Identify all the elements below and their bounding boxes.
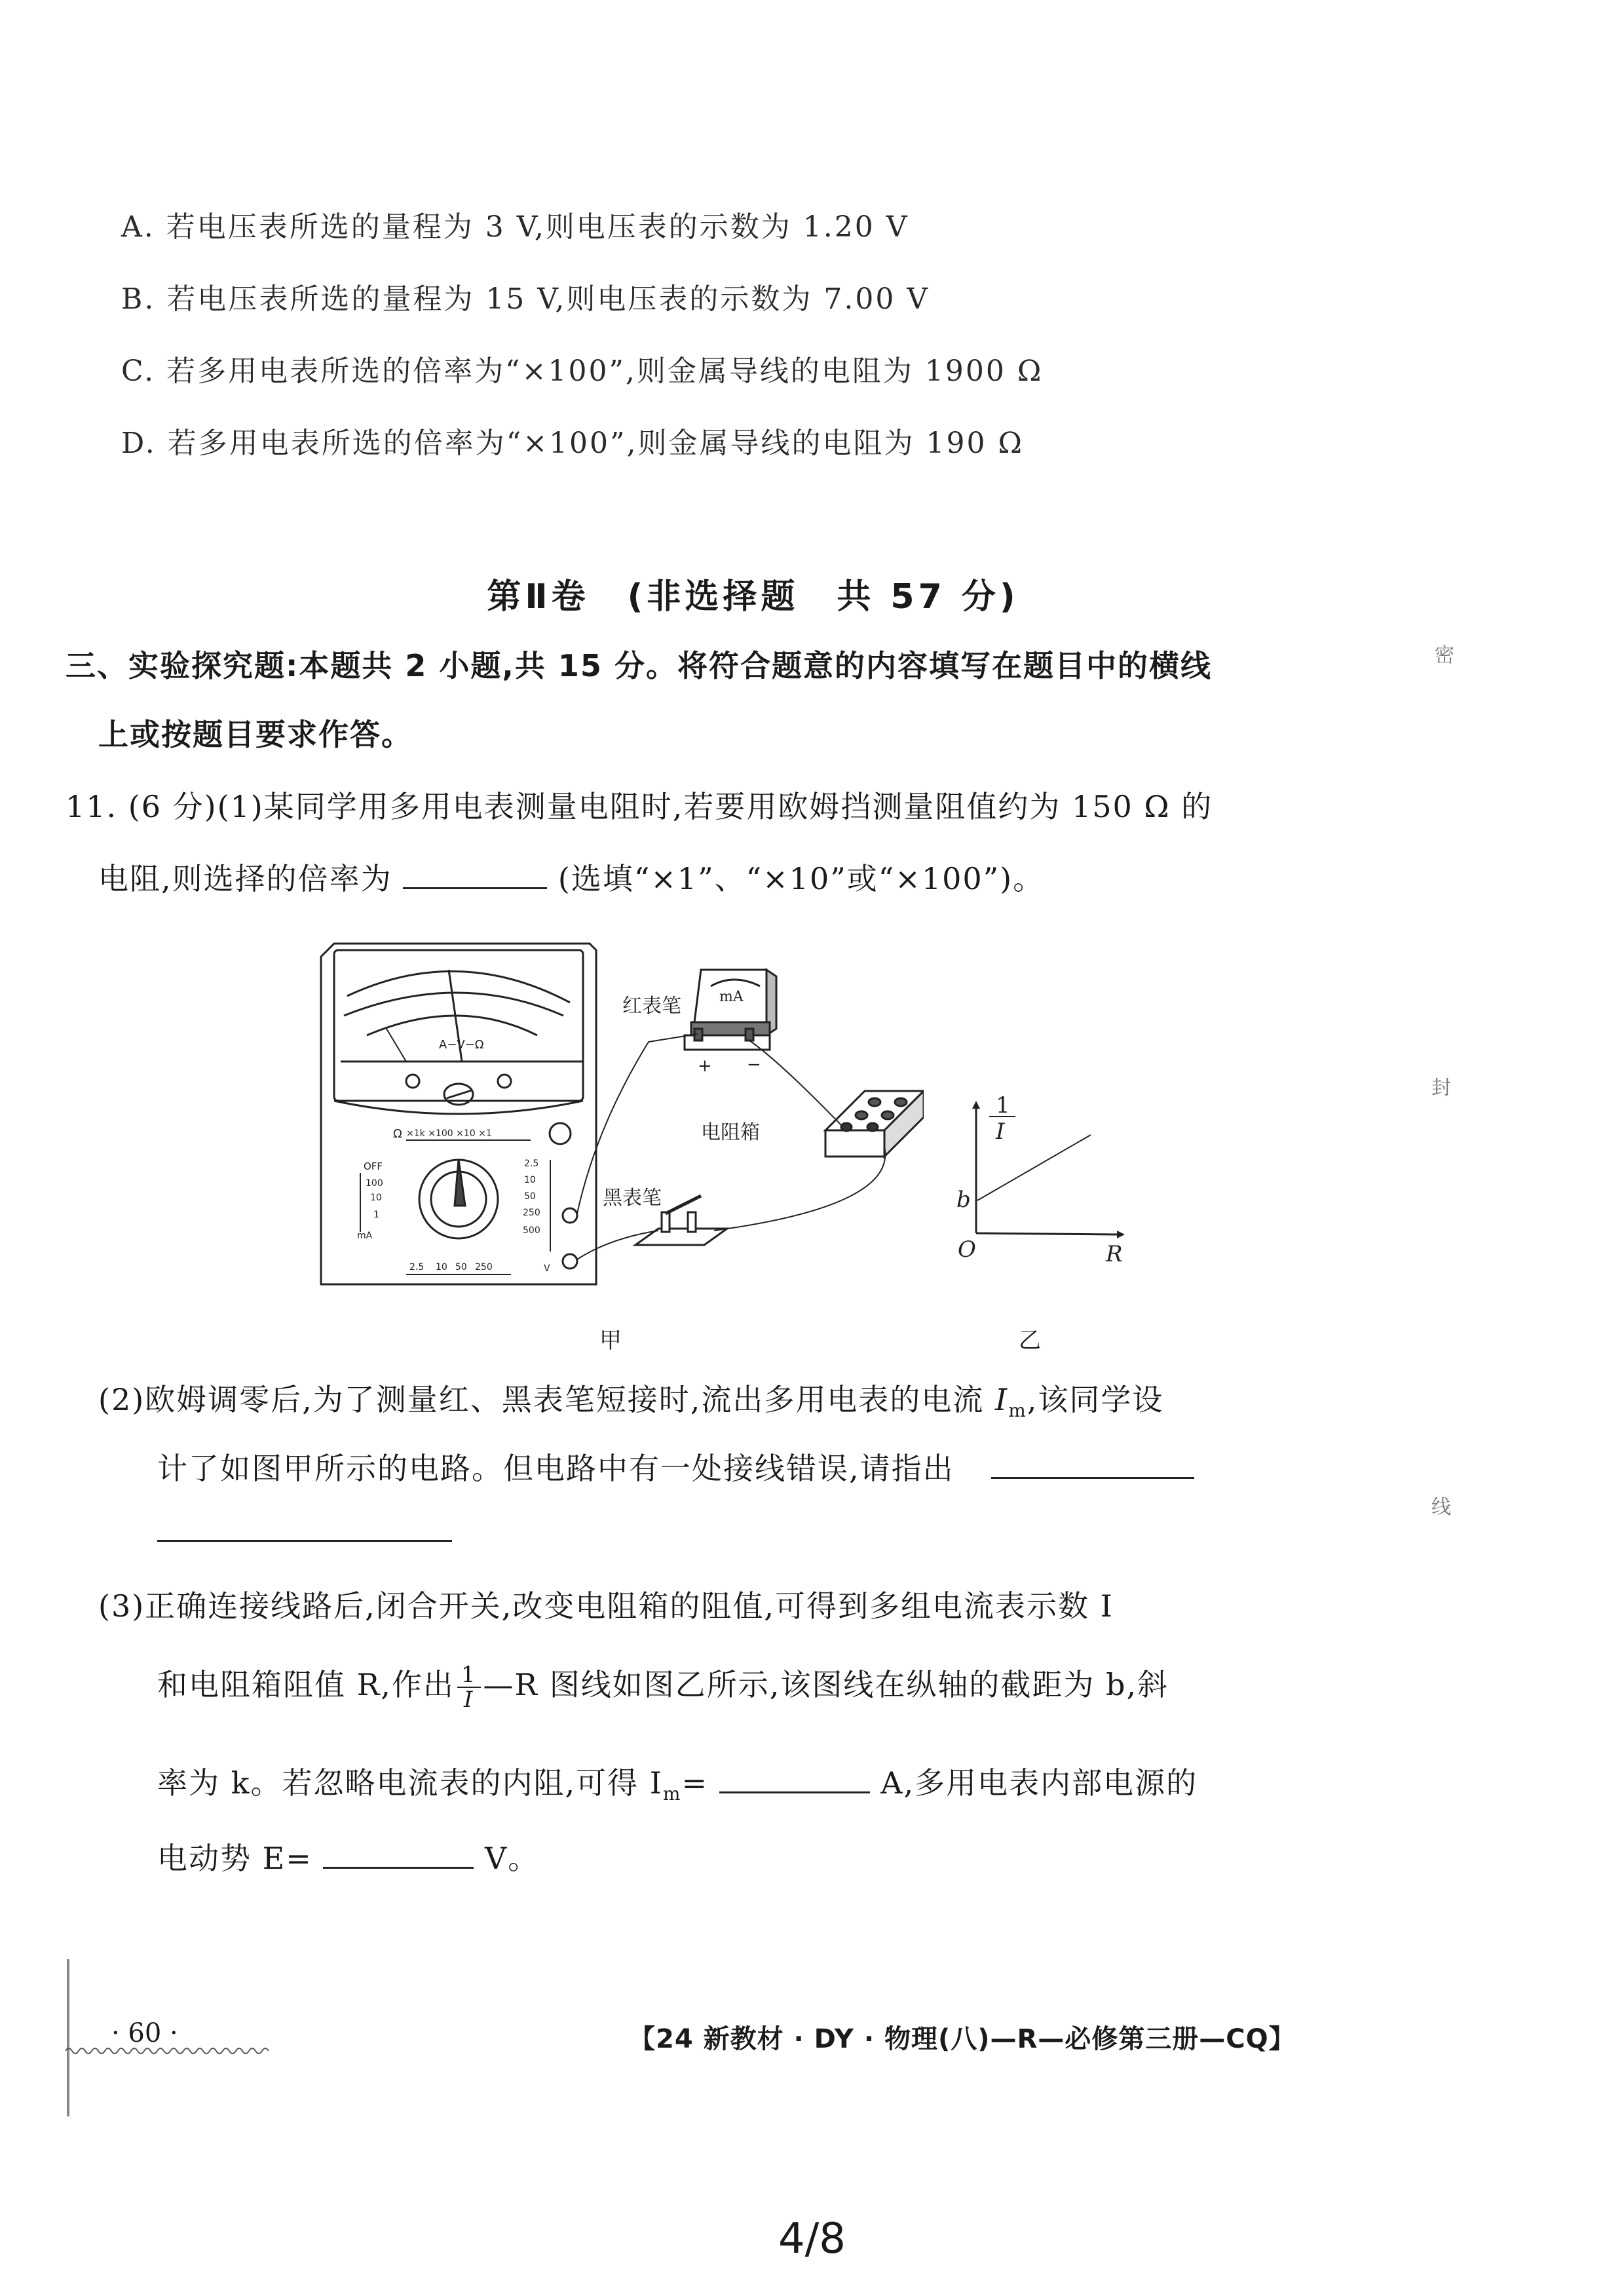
section-heading-line2: 上或按题目要求作答。: [98, 717, 413, 752]
acv-range-50: 50: [455, 1262, 467, 1272]
switch-illustration: [635, 1196, 924, 1245]
q11-part3-text-2b: —R 图线如图乙所示,该图线在纵轴的截距为 b,斜: [483, 1667, 1169, 1702]
figure-yi-caption: 乙: [1019, 1328, 1041, 1354]
q11-part2-line2: [157, 1445, 1194, 1488]
q11-part3-text-4b: V。: [485, 1841, 540, 1876]
v-range-250: 250: [523, 1208, 540, 1218]
fraction-denominator: I: [463, 1687, 474, 1713]
data-line: [977, 1135, 1091, 1200]
y-label-numerator: 1: [996, 1092, 1010, 1119]
v-range-50: 50: [524, 1191, 536, 1202]
acv-range-250: 250: [475, 1262, 493, 1272]
acv-range-2-5: 2.5: [409, 1262, 425, 1272]
option-text: 若电压表所选的量程为 15 V,则电压表的示数为 7.00 V: [166, 282, 930, 316]
figure-yi-graph: [930, 1035, 1192, 1297]
x-axis: [976, 1233, 1117, 1234]
q11-part1-text: (1)某同学用多用电表测量电阻时,若要用欧姆挡测量阻值约为 150 Ω 的: [217, 789, 1213, 824]
answer-blank-multiplier[interactable]: [403, 887, 547, 889]
x-label: R: [1106, 1241, 1123, 1267]
section-heading-line1: 三、实验探究题:本题共 2 小题,共 15 分。将符合题意的内容填写在题目中的横线: [66, 648, 1212, 683]
q11-part3-text-1: (3)正确连接线路后,闭合开关,改变电阻箱的阻值,可得到多组电流表示数 I: [98, 1588, 1114, 1624]
ammeter-minus-label: −: [747, 1055, 761, 1075]
margin-mark-feng: 封: [1431, 1077, 1451, 1100]
q11-part3-line1: [98, 1582, 1114, 1626]
wire-box-to-switch: [714, 1147, 885, 1231]
option-text: 若多用电表所选的倍率为“×100”,则金属导线的电阻为 190 Ω: [167, 427, 1024, 460]
x-axis-arrow-icon: [1117, 1231, 1125, 1238]
q11-part2-line1: [98, 1376, 1163, 1421]
q11-part1-text-a: 电阻,则选择的倍率为: [98, 861, 392, 896]
omega-label: Ω: [393, 1127, 402, 1141]
ma-range-100: 100: [366, 1178, 383, 1189]
q11-part3-line3: [157, 1759, 1198, 1805]
ma-range-10: 10: [370, 1193, 382, 1203]
red-probe-label: 红表笔: [622, 995, 681, 1018]
ma-range-1: 1: [373, 1210, 379, 1220]
answer-blank-wiring-error-2[interactable]: [157, 1540, 452, 1542]
v-range-2-5: 2.5: [524, 1158, 539, 1169]
q11-part1-line2: [98, 855, 1044, 898]
intercept-label: b: [956, 1187, 971, 1213]
question-number: 11.: [66, 789, 118, 824]
option-b: [121, 275, 930, 317]
q11-part3-text-4a: 电动势 E=: [157, 1841, 312, 1876]
margin-mark-xian: 线: [1431, 1496, 1451, 1519]
figure-jia-circuit: [308, 930, 924, 1297]
fraction-numerator: 1: [457, 1663, 481, 1688]
answer-blank-emf[interactable]: [323, 1866, 474, 1869]
q11-part2-text: 计了如图甲所示的电路。但电路中有一处接线错误,请指出: [157, 1451, 954, 1486]
binding-line: [67, 1959, 69, 2116]
question-points: (6 分): [128, 789, 217, 824]
option-label: B.: [121, 282, 156, 316]
current-subscript: m: [1008, 1400, 1027, 1422]
current-variable: I: [995, 1382, 1009, 1417]
margin-mark-mi: 密: [1435, 644, 1454, 667]
option-label: D.: [121, 427, 157, 460]
wire-ammeter-to-box: [749, 1041, 842, 1126]
answer-blank-wiring-error-1[interactable]: [991, 1476, 1194, 1479]
y-axis-arrow-icon: [972, 1101, 980, 1109]
page-number: · 60 ·: [111, 2018, 178, 2048]
q11-part1-line1: [66, 783, 1213, 826]
q11-part3-line2: [157, 1661, 1169, 1712]
q11-part3-text-2a: 和电阻箱阻值 R,作出: [157, 1667, 455, 1702]
option-d: [121, 419, 1024, 461]
milliammeter-illustration: [685, 970, 776, 1050]
answer-blank-im[interactable]: [719, 1791, 870, 1793]
resistance-box-label: 电阻箱: [701, 1121, 760, 1144]
dial-mode-label: A−V−Ω: [439, 1038, 484, 1052]
q11-part2-text-b: ,该同学设: [1027, 1382, 1164, 1417]
acv-range-10: 10: [436, 1262, 447, 1272]
current-subscript: m: [662, 1783, 682, 1805]
v-unit-label: V: [544, 1263, 550, 1274]
ohm-range-label: ×1k ×100 ×10 ×1: [406, 1128, 492, 1139]
q11-part3-line4: [157, 1835, 539, 1878]
ma-unit-label: mA: [357, 1231, 373, 1241]
q11-part2-text-a: (2)欧姆调零后,为了测量红、黑表笔短接时,流出多用电表的电流: [98, 1382, 996, 1417]
option-c: [121, 347, 1043, 389]
option-text: 若电压表所选的量程为 3 V,则电压表的示数为 1.20 V: [166, 210, 909, 244]
y-label-denominator: I: [996, 1119, 1005, 1145]
origin-label: O: [958, 1236, 976, 1263]
figure-jia-caption: 甲: [599, 1328, 622, 1354]
ammeter-unit-label: mA: [719, 989, 744, 1005]
option-a: [121, 203, 909, 245]
q11-part3-text-3a: 率为 k。若忽略电流表的内阻,可得 I: [157, 1765, 663, 1801]
section-title: 第Ⅱ卷 (非选择题 共 57 分): [487, 577, 1019, 617]
v-range-500: 500: [523, 1225, 540, 1236]
equals-sign: =: [681, 1765, 709, 1801]
option-label: C.: [121, 354, 156, 388]
q11-part1-text-b: (选填“×1”、“×10”或“×100”)。: [557, 861, 1045, 896]
option-label: A.: [121, 210, 155, 244]
pdf-page-indicator: 4/8: [778, 2215, 846, 2263]
footer-series: 【24 新教材 · DY · 物理(八)—R—必修第三册—CQ】: [629, 2024, 1296, 2054]
fraction-1-over-i: [457, 1663, 481, 1712]
option-text: 若多用电表所选的倍率为“×100”,则金属导线的电阻为 1900 Ω: [166, 354, 1044, 388]
ammeter-plus-label: +: [698, 1056, 712, 1076]
q11-part3-text-3c: A,多用电表内部电源的: [880, 1765, 1198, 1801]
black-probe-label: 黑表笔: [603, 1187, 662, 1210]
v-range-10: 10: [524, 1175, 536, 1185]
off-label: OFF: [364, 1160, 383, 1172]
